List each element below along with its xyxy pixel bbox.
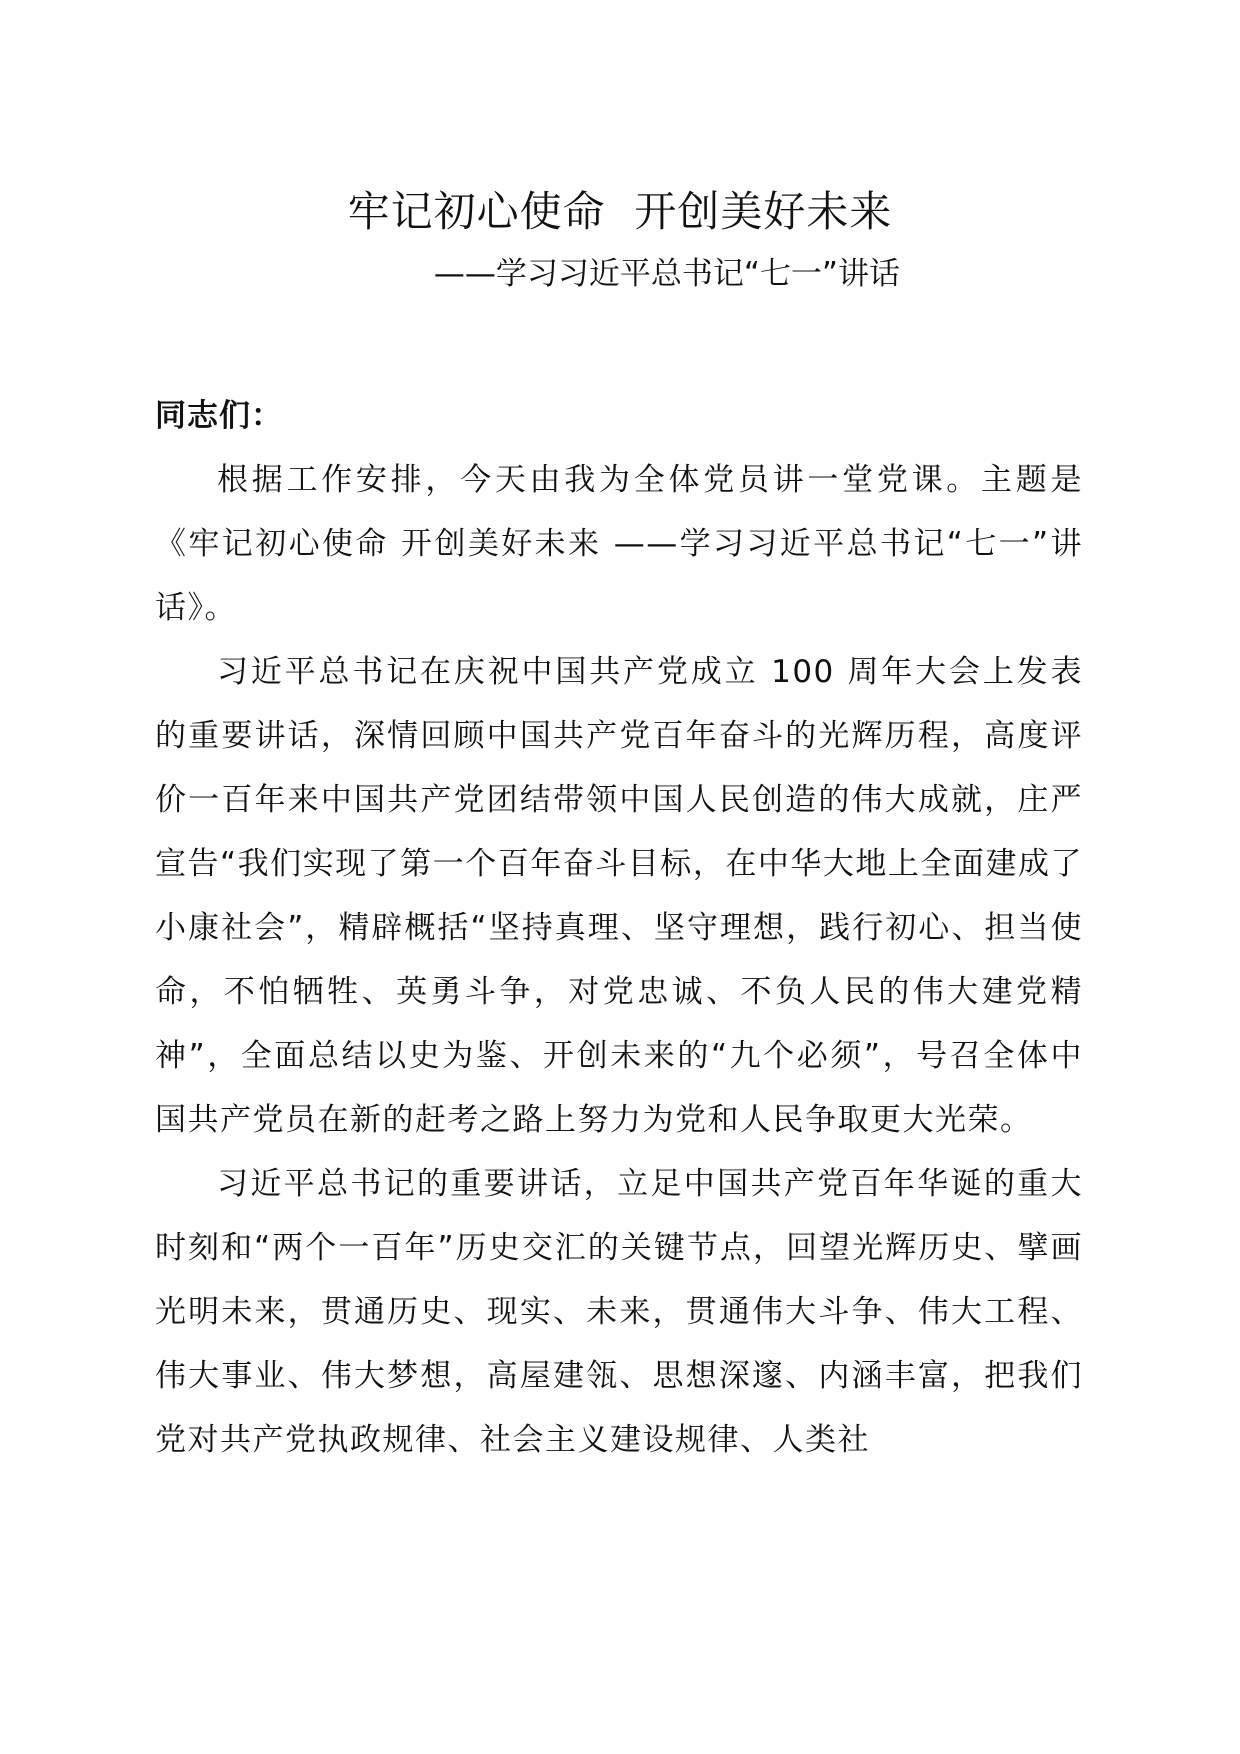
document-body [155,384,1083,1472]
paragraph-3: 习近平总书记的重要讲话，立足中国共产党百年华诞的重大时刻和“两个一百年”历史交汇的关键节点，回望光辉历史、擘画光明未来，贯通历史、现实、未来，贯通伟大斗争、伟大工程、伟大事业、伟大梦想，高屋建瓴、思想深邃、内涵丰富，把我们党对共产党执政规律、社会主义建设规律、人类社 [155,1166,1083,1458]
document-title: 牢记初心使命 开创美好未来 [347,187,893,236]
paragraph-1: 根据工作安排，今天由我为全体党员讲一堂党课。主题是《牢记初心使命 开创美好未来 ——学习习近平总书记“七一”讲话》。 [155,462,1083,626]
paragraph-2: 习近平总书记在庆祝中国共产党成立 100 周年大会上发表的重要讲话，深情回顾中国共产党百年奋斗的光辉历程，高度评价一百年来中国共产党团结带领中国人民创造的伟大成就，庄严宣告“我们实现了第一个百年奋斗目标，在中华大地上全面建成了小康社会”，精辟概括“坚持真理、坚守理想，践行初心、担当使命，不怕牺牲、英勇斗争，对党忠诚、不负人民的伟大建党精神”，全面总结以史为鉴、开创未来的“九个必须”，号召全体中国共产党员在新的赶考之路上努力为党和人民争取更大光荣。 [155,654,1083,1138]
document-subtitle: ——学习习近平总书记“七一”讲话 [433,256,900,292]
salutation: 同志们： [155,398,283,434]
